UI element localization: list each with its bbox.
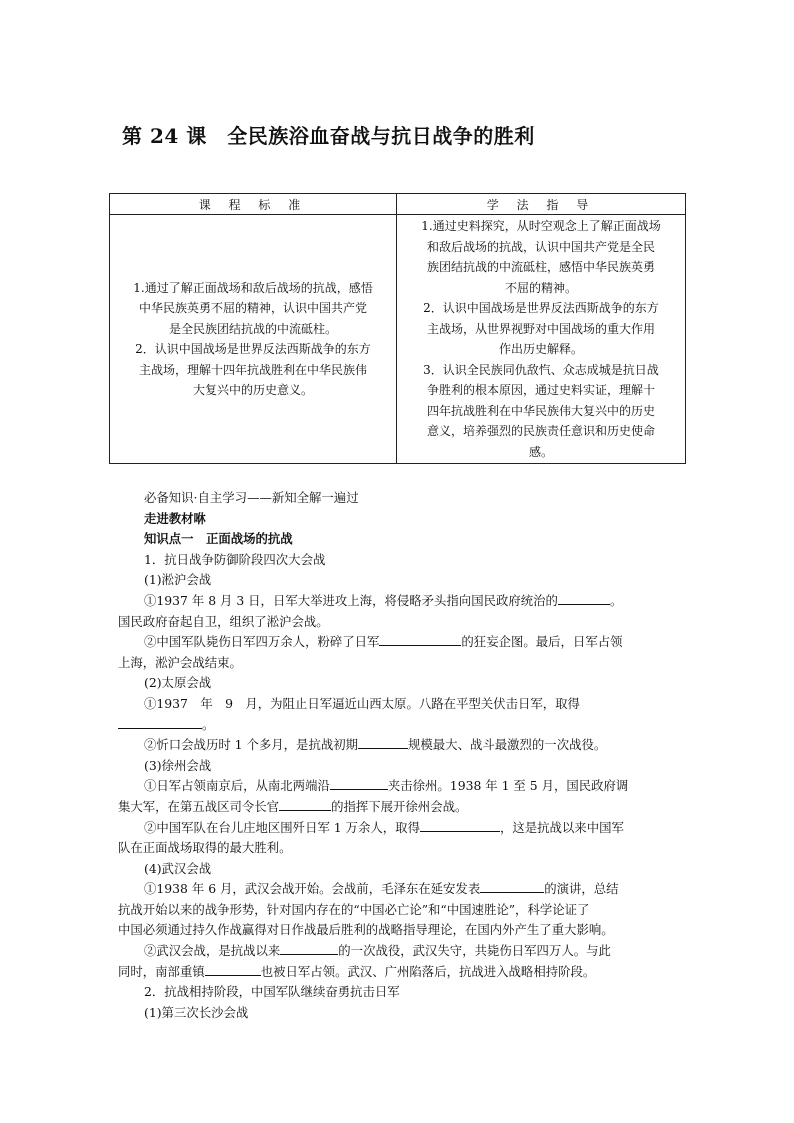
fill-in-blank[interactable] [420, 818, 500, 832]
heading-stalemate-stage: 2．抗战相持阶段，中国军队继续奋勇抗击日军 [144, 984, 400, 1000]
heading-defense-stage: 1．抗日战争防御阶段四次大会战 [144, 551, 326, 567]
text-segment: 。 [609, 592, 623, 608]
guidance-line: 族团结抗战的中流砥柱，感悟中华民族英勇 [426, 260, 655, 274]
curriculum-line: 1.通过了解正面战场和敌后战场的抗战，感悟 [133, 280, 373, 295]
subheading-songhu: (1)淞沪会战 [144, 572, 212, 588]
text-segment: 的一次战役，武汉失守，共毙伤日军四万人。与此 [338, 943, 611, 959]
text-segment: ②中国军队在台儿庄地区围歼日军 1 万余人，取得 [144, 819, 420, 835]
text-segment: ②忻口会战历时 1 个多月，是抗战初期 [144, 737, 359, 753]
paragraph-line: 队在正面战场取得的最大胜利。 [118, 840, 292, 856]
guidance-line: 意义，培养强烈的民族责任意识和历史使命 [426, 424, 655, 438]
paragraph-line [118, 962, 678, 983]
fill-in-blank[interactable] [358, 735, 408, 749]
subheading-wuhan: (4)武汉会战 [144, 860, 212, 876]
text-segment: 的演讲，总结 [544, 881, 619, 897]
curriculum-line: 主战场，理解十四年抗战胜利在中华民族伟 [138, 362, 367, 377]
text-segment: ，这是抗战以来中国军 [499, 819, 624, 835]
text-segment: 集大军，在第五战区司令长官 [118, 798, 280, 814]
guidance-line: 和敌后战场的抗战，认识中国共产党是全民 [426, 239, 655, 254]
text-segment: ①1938 年 6 月，武汉会战开始。会战前，毛泽东在延安发表 [144, 881, 481, 897]
guidance-line: 作出历史解释。 [498, 342, 583, 356]
fill-in-blank[interactable] [558, 591, 610, 605]
knowledge-point-heading: 知识点一 正面战场的抗战 [144, 531, 293, 547]
paragraph-line: 中国必须通过持久作战赢得对日作战最后胜利的战略指导理论，在国内外产生了重大影响。 [118, 922, 614, 938]
paragraph-line: ①1937 年 9 月，为阻止日军逼近山西太原。八路在平型关伏击日军，取得 [144, 695, 580, 711]
subheading-taiyuan: (2)太原会战 [144, 675, 212, 691]
header-curriculum-standard: 课 程 标 准 [110, 194, 397, 215]
paragraph-line [118, 591, 678, 612]
guidance-line: 主战场，从世界视野对中国战场的重大作用 [426, 321, 655, 336]
guidance-line: 1.通过史料探究，从时空观念上了解正面战场 [421, 219, 661, 233]
text-segment: ②中国军队毙伤日军四万余人，粉碎了日军 [144, 634, 380, 650]
text-segment: 规模最大、战斗最激烈的一次战役。 [408, 737, 607, 753]
paragraph-line [118, 735, 678, 756]
guidance-line: 感。 [528, 444, 553, 459]
text-segment: ②武汉会战，是抗战以来 [144, 943, 281, 959]
curriculum-line: 大复兴中的历史意义。 [192, 383, 313, 397]
paragraph-line [118, 632, 678, 653]
fill-in-blank[interactable] [480, 879, 544, 893]
paragraph-line [118, 776, 678, 797]
curriculum-line: 2．认识中国战场是世界反法西斯战争的东方 [135, 342, 371, 356]
section-heading: 必备知识·自主学习——新知全解一遍过 [144, 490, 359, 505]
text-segment: 同时，南部重镇 [118, 963, 205, 979]
guidance-line: 四年抗战胜利在中华民族伟大复兴中的历史 [426, 403, 655, 418]
fill-in-blank[interactable] [279, 797, 331, 811]
paragraph-line: 国民政府奋起自卫，组织了淞沪会战。 [118, 613, 329, 629]
fill-in-blank[interactable] [280, 941, 338, 955]
sub-heading: 走进教材咻 [144, 510, 206, 526]
text-segment: 。 [202, 716, 215, 732]
study-guidance-cell [397, 215, 686, 464]
fill-in-blank[interactable] [379, 632, 461, 646]
text-segment: ①1937 年 8 月 3 日，日军大举进攻上海，将侵略矛头指向国民政府统治的 [144, 592, 558, 608]
paragraph-line: 上海，淞沪会战结束。 [118, 654, 242, 670]
subheading-xuzhou: (3)徐州会战 [144, 757, 212, 773]
text-segment: ①日军占领南京后，从南北两端沿 [144, 778, 330, 794]
paragraph-line [118, 715, 678, 736]
page-title: 第 24 课 全民族浴血奋战与抗日战争的胜利 [122, 124, 535, 148]
paragraph-line: 抗战开始以来的战争形势，针对国内存在的“中国必亡论”和“中国速胜论”，科学论证了 [118, 901, 590, 917]
curriculum-line: 是全民族团结抗战的中流砥柱。 [168, 321, 337, 336]
guidance-line: 3．认识全民族同仇敌忾、众志成城是抗日战 [423, 362, 659, 377]
text-segment: 的狂妄企图。最后，日军占领 [461, 634, 623, 650]
body-text [118, 488, 678, 1023]
text-segment: 也被日军占领。武汉、广州陷落后，抗战进入战略相持阶段。 [260, 963, 596, 979]
curriculum-standard-cell [110, 215, 397, 464]
paragraph-line [118, 879, 678, 900]
fill-in-blank[interactable] [330, 776, 388, 790]
paragraph-line [118, 941, 678, 962]
guidance-line: 争胜利的根本原因，通过史料实证，理解十 [426, 383, 655, 397]
curriculum-table [109, 193, 686, 464]
header-study-guidance: 学 法 指 导 [397, 194, 686, 215]
subheading-changsha: (1)第三次长沙会战 [144, 1004, 249, 1020]
paragraph-line [118, 797, 678, 818]
text-segment: 夹击徐州。1938 年 1 至 5 月，国民政府调 [387, 778, 629, 794]
guidance-line: 不屈的精神。 [504, 280, 577, 295]
fill-in-blank[interactable] [118, 715, 202, 729]
text-segment: 的指挥下展开徐州会战。 [331, 798, 468, 814]
guidance-line: 2．认识中国战场是世界反法西斯战争的东方 [423, 301, 659, 315]
curriculum-line: 中华民族英勇不屈的精神，认识中国共产党 [138, 301, 367, 315]
fill-in-blank[interactable] [205, 962, 261, 976]
paragraph-line [118, 818, 678, 839]
